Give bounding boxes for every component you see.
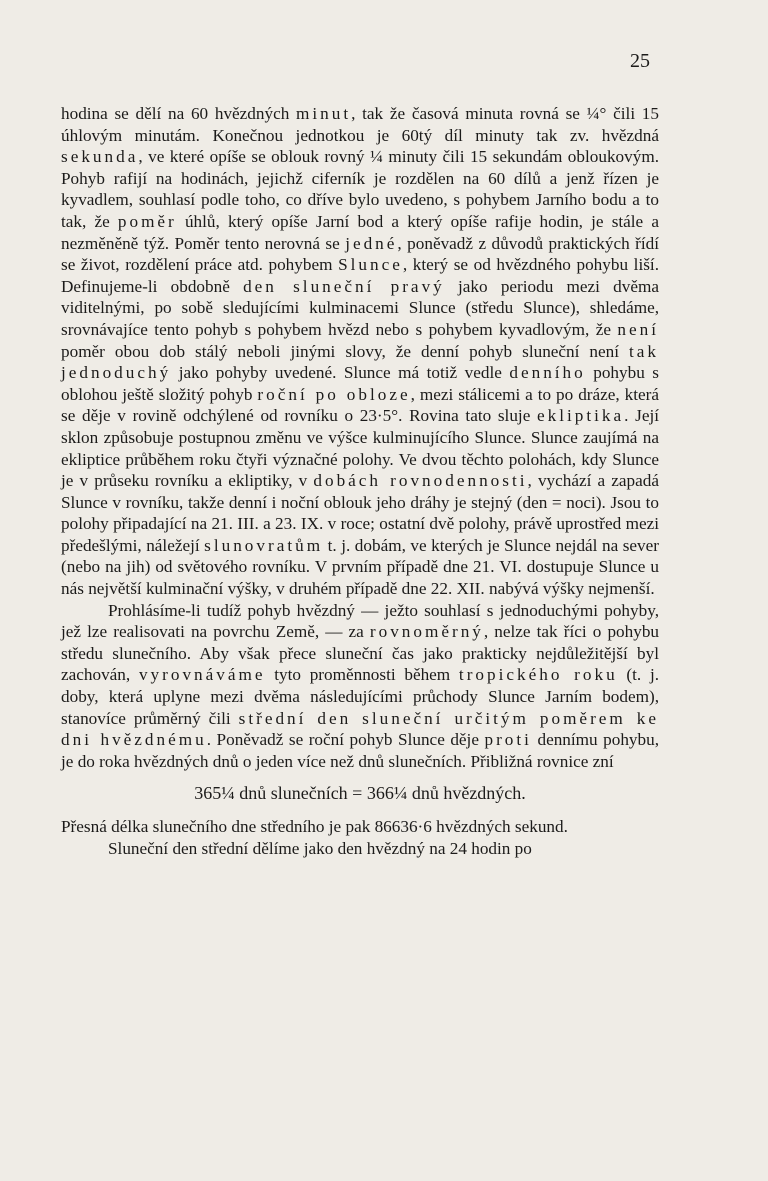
spaced-text: není xyxy=(617,319,659,339)
text-run: pohybu s oblohou ještě složitý pohyb xyxy=(61,363,659,404)
text-run: jako pohyby uvedené. Slunce má totiž vedle xyxy=(171,363,510,383)
spaced-text: den sluneční pravý xyxy=(243,276,445,296)
text-run: . Poněvadž se roční pohyb Slunce děje xyxy=(206,730,485,750)
spaced-text: slunovratům xyxy=(204,535,324,555)
paragraph-1 xyxy=(61,103,659,600)
text-run: jako periodu mezi dvěma viditelnými, po sobě sledujícími kulminacemi Slunce (středu Slunce), shledáme, srovnávajíce tento pohyb s pohybem hvězd nebo s pohybem kyvadlovým, že xyxy=(61,276,659,339)
text-run: t. j. dobám, ve kterých je Slunce nejdál na sever (nebo na jih) od světového rovníku. V prvním případě dne 21. VI. dostupuje Slunce u nás největší kulminační výšky, v druhém případě dne 22. XII. nabývá výšky nejmenší. xyxy=(61,535,659,599)
text-run: úhlů, který opíše Jarní bod a který opíše rafije hodin, je stále a nezměněně týž. Poměr tento nerovná se xyxy=(61,211,659,253)
spaced-text: tropického roku xyxy=(458,665,618,685)
spaced-text: roční po obloze xyxy=(257,384,411,404)
text-run: dennímu pohybu, je do roka hvězdných dnů o jeden více než dnů slunečních. Přibližná rovnice zní xyxy=(61,730,660,771)
spaced-text: jedné xyxy=(345,233,398,253)
text-run: , tak že časová minuta rovná se ¼° čili 15 úhlovým minutám. Konečnou jednotkou je 60tý díl minuty tak zv. hvězdná xyxy=(61,104,659,145)
text-run: , nelze tak říci o pohybu středu slunečního. Aby však přece sluneční čas jako prakticky nejdůležitější byl zachován, xyxy=(61,622,660,685)
text-run: , ve které opíše se oblouk rovný ¼ minuty čili 15 sekundám obloukovým. Pohyb rafijí na hodinách, jejichž ciferník je rozdělen na 60 dílů a jenž řízen je kyvadlem, souhlasí podle toho, co dříve bylo uvedeno, s pohybem Jarního bodu a to tak, že xyxy=(61,147,659,231)
text-run: tyto proměnnosti během xyxy=(265,665,459,685)
body-text xyxy=(61,103,659,859)
spaced-text: proti xyxy=(484,730,532,750)
spaced-text: minut xyxy=(296,104,352,123)
spaced-text: vyrovnáváme xyxy=(138,665,266,685)
text-run: (t. j. doby, která uplyne mezi dvěma následujícími průchody Slunce Jarním bodem), stanovíce průměrný čili xyxy=(61,665,660,728)
text-run: hodina se dělí na 60 hvězdných xyxy=(61,104,297,123)
spaced-text: rovnoměrný xyxy=(369,622,484,642)
paragraph-3 xyxy=(61,816,659,838)
text-run: , poněvadž z důvodů praktických řídí se život, rozdělení práce atd. pohybem xyxy=(61,233,659,275)
spaced-text: poměr xyxy=(117,211,177,231)
text-run: , který se od hvězdného pohybu liší. Definujeme-li obdobně xyxy=(61,255,659,296)
text-run: Přesná délka slunečního dne středního je pak 86636·6 hvězdných sekund. xyxy=(61,817,568,836)
spaced-text: tak jednoduchý xyxy=(61,341,659,383)
spaced-text: ekliptika xyxy=(537,406,625,426)
spaced-text: Slunce xyxy=(338,255,403,275)
spaced-text: sekunda xyxy=(61,147,139,167)
text-run: , mezi stálicemi a to po dráze, která se děje v rovině odchýlené od rovníku o 23·5°. Rovina tato sluje xyxy=(61,384,659,426)
spaced-text: střední den sluneční určitým poměrem ke dni hvězdnému xyxy=(61,708,659,750)
paragraph-2 xyxy=(61,600,659,773)
formula: 365¼ dnů slunečních = 366¼ dnů hvězdných. xyxy=(194,783,526,804)
text-run: , vychází a zapadá Slunce v rovníku, takže denní i noční oblouk jeho dráhy je stejný (den = noci). Jsou to polohy připadající na 21. III. a 23. IX. v roce; ostatní dvě polohy, právě uprostřed mezi předešlými, náležejí xyxy=(61,471,659,555)
text-run: poměr obou dob stálý neboli jinými slovy, že denní pohyb sluneční není xyxy=(61,341,629,361)
text-run: . Její sklon způsobuje postupnou změnu ve výšce kulminujícího Slunce. Slunce zaujímá na ekliptice průběhem roku čtyři význačné polohy. Ve dvou těchto polohách, kdy Slunce je v průseku rovníku a ekliptiky, v xyxy=(61,406,659,491)
page-number: 25 xyxy=(630,50,650,72)
spaced-text: denního xyxy=(509,363,586,383)
spaced-text: dobách rovnodennosti xyxy=(313,471,528,491)
text-run: Sluneční den střední dělíme jako den hvězdný na 24 hodin po xyxy=(108,838,532,858)
paragraph-4 xyxy=(61,838,659,860)
text-run: Prohlásíme-li tudíž pohyb hvězdný — ježto souhlasí s jednoduchými pohyby, jež lze realisovati na povrchu Země, — za xyxy=(61,600,659,642)
